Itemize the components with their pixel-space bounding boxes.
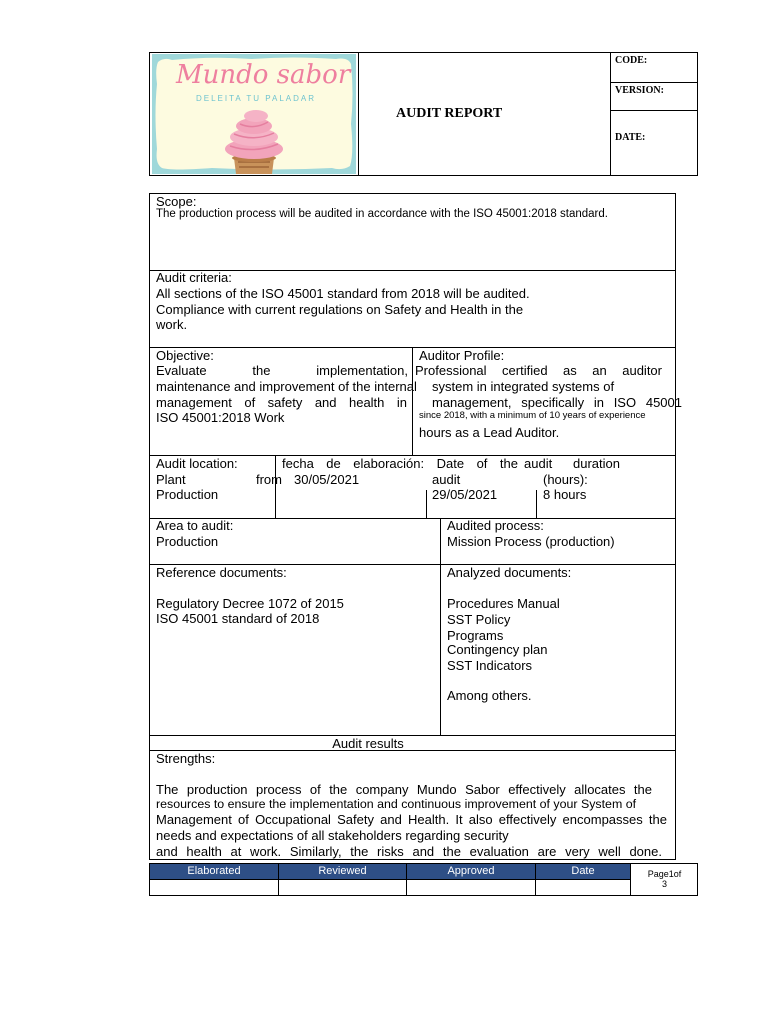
- criteria-line-2: Compliance with current regulations on Safety and Health in the: [156, 302, 524, 317]
- process-value: Mission Process (production): [447, 534, 615, 549]
- analyzed-doc-extra: Among others.: [447, 688, 532, 703]
- rule-objective-split: [412, 347, 413, 455]
- strengths-line-2: resources to ensure the implementation and continuous improvement of your System of: [156, 797, 637, 811]
- elaboration-date: 30/05/2021: [294, 472, 360, 487]
- report-title: AUDIT REPORT: [396, 106, 503, 121]
- objective-line-2: maintenance and improvement of the internal: [156, 379, 417, 394]
- objective-label: Objective:: [156, 348, 214, 363]
- logo-brand-text: Mundo sabor: [176, 60, 351, 90]
- analyzed-doc-item: Procedures Manual: [447, 596, 560, 611]
- header-rule-code: [610, 82, 698, 83]
- elaboration-label: fecha de elaboración: Date of the: [282, 456, 518, 471]
- strengths-line-3: Management of Occupational Safety and Health. It also effectively encompasses the: [156, 812, 667, 827]
- header-divider-logo: [358, 52, 359, 176]
- strengths-label: Strengths:: [156, 751, 216, 766]
- duration-value: 8 hours: [543, 487, 587, 502]
- criteria-label: Audit criteria:: [156, 270, 232, 285]
- auditor-line-2: system in integrated systems of: [432, 379, 615, 394]
- analyzed-docs-label: Analyzed documents:: [447, 565, 572, 580]
- header-divider-meta: [610, 52, 611, 176]
- footer-header-elaborated: Elaborated: [150, 864, 278, 879]
- page-number: Page1of: [647, 869, 682, 879]
- version-label: VERSION:: [615, 85, 664, 96]
- analyzed-doc-item: Programs: [447, 628, 504, 643]
- analyzed-doc-item: Contingency plan: [447, 642, 548, 657]
- auditor-label: Auditor Profile:: [419, 348, 505, 363]
- analyzed-doc-item: SST Indicators: [447, 658, 533, 673]
- results-title: Audit results: [332, 736, 404, 751]
- objective-line-3: management of safety and health in: [156, 395, 407, 410]
- rule-area-split: [440, 518, 441, 735]
- reference-doc-item: ISO 45001 standard of 2018: [156, 611, 320, 626]
- objective-line-1: Evaluate the implementation,: [156, 363, 408, 378]
- location-line-1: Plant from: [156, 472, 282, 487]
- company-logo: [152, 54, 356, 174]
- code-label: CODE:: [615, 55, 648, 66]
- audit-date-label: audit: [432, 472, 461, 487]
- process-label: Audited process:: [447, 518, 544, 533]
- rule-location-split-2: [426, 490, 427, 518]
- scope-text: The production process will be audited in accordance with the ISO 45001:2018 standard.: [156, 208, 608, 220]
- footer-header-approved: Approved: [407, 864, 535, 879]
- header-rule-version: [610, 110, 698, 111]
- auditor-line-4: since 2018, with a minimum of 10 years of experience: [419, 410, 646, 421]
- reference-doc-item: Regulatory Decree 1072 of 2015: [156, 596, 344, 611]
- analyzed-doc-item: SST Policy: [447, 612, 511, 627]
- objective-line-4: ISO 45001:2018 Work: [156, 410, 285, 425]
- strengths-line-4: needs and expectations of all stakeholders regarding security: [156, 828, 509, 843]
- area-value: Production: [156, 534, 219, 549]
- auditor-line-3: management, specifically in ISO 45001: [432, 395, 682, 410]
- criteria-line-3: work.: [156, 317, 188, 332]
- scope-label: Scope:: [156, 194, 197, 209]
- location-label: Audit location:: [156, 456, 238, 471]
- reference-docs-label: Reference documents:: [156, 565, 287, 580]
- duration-label-2: (hours):: [543, 472, 588, 487]
- rule-location-split-3: [536, 490, 537, 518]
- location-line-2: Production: [156, 487, 219, 502]
- strengths-line-5: and health at work. Similarly, the risks and the evaluation are very well done.: [156, 844, 662, 859]
- page-total: 3: [661, 879, 667, 889]
- auditor-line-1: Professional certified as an auditor: [415, 363, 662, 378]
- date-label: DATE:: [615, 132, 646, 143]
- footer-header-date: Date: [536, 864, 630, 879]
- auditor-line-5: hours as a Lead Auditor.: [419, 425, 560, 440]
- logo-tagline: DELEITA TU PALADAR: [195, 94, 317, 103]
- criteria-line-1: All sections of the ISO 45001 standard from 2018 will be audited.: [156, 286, 530, 301]
- footer-header-reviewed: Reviewed: [279, 864, 406, 879]
- duration-label: audit duration: [524, 456, 620, 471]
- audit-date-value: 29/05/2021: [432, 487, 498, 502]
- area-label: Area to audit:: [156, 518, 234, 533]
- footer-row-rule: [149, 879, 631, 880]
- strengths-line-1: The production process of the company Mundo Sabor effectively allocates the: [156, 782, 652, 797]
